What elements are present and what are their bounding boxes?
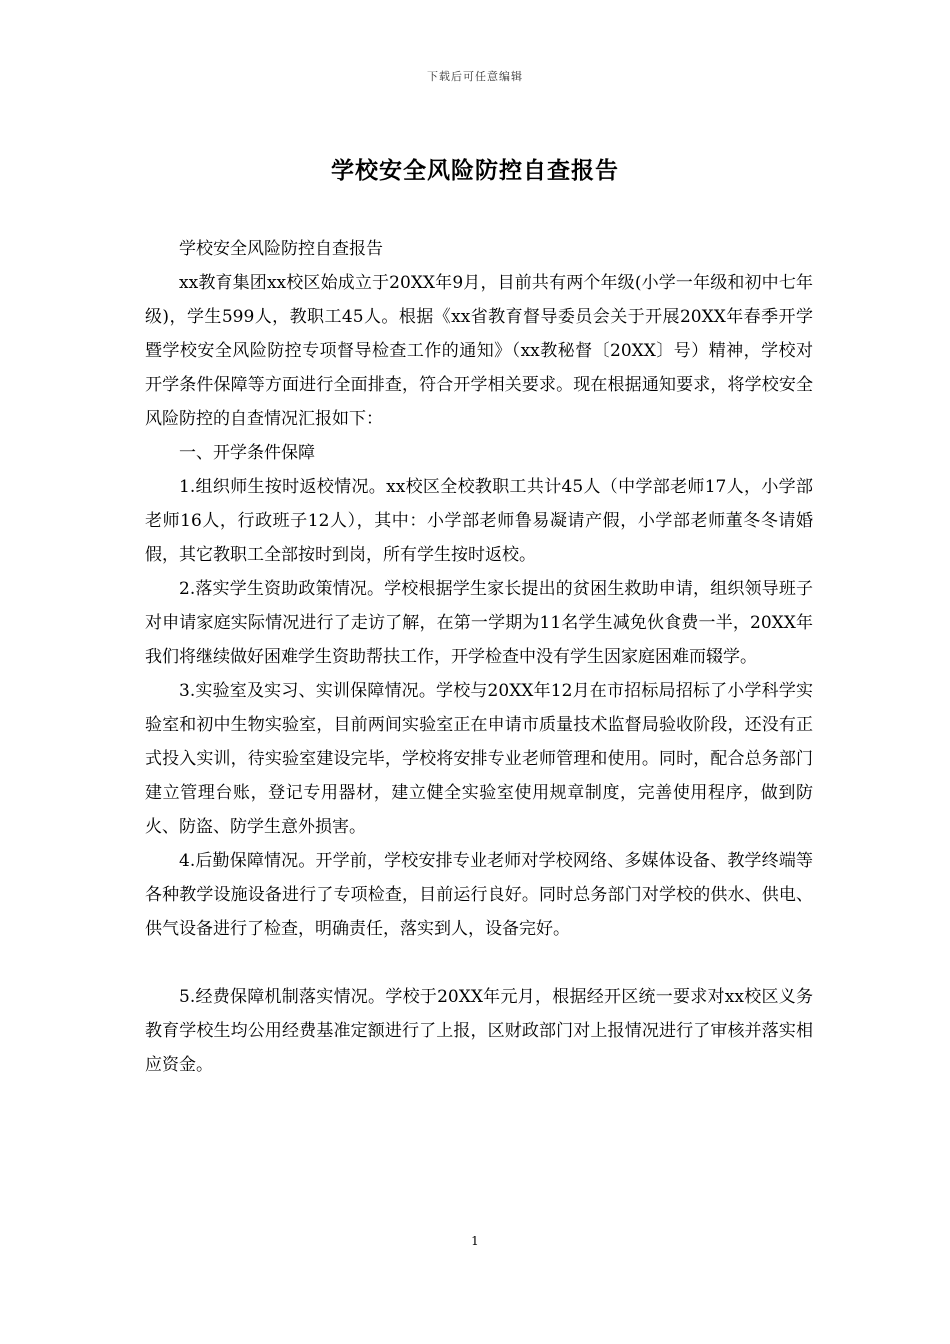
body-subtitle: 学校安全风险防控自查报告	[179, 239, 383, 259]
intro-paragraph: xx教育集团xx校区始成立于20XX年9月，目前共有两个年级(小学一年级和初中七年级)，学生599人，教职工45人。根据《xx省教育督导委员会关于开展20XX年春季开学暨学校安全风险防控专项督导检查工作的通知》（xx教秘督〔20XX〕号）精神，学校对开学条件保障等方面进行全面排查，符合开学相关要求。现在根据通知要求，将学校安全风险防控的自查情况汇报如下：	[145, 273, 813, 429]
paragraph-item-4: 4.后勤保障情况。开学前，学校安排专业老师对学校网络、多媒体设备、教学终端等各种教学设施设备进行了专项检查，目前运行良好。同时总务部门对学校的供水、供电、供气设备进行了检查，明确责任，落实到人，设备完好。	[145, 851, 813, 939]
paragraph-item-2: 2.落实学生资助政策情况。学校根据学生家长提出的贫困生救助申请，组织领导班子对申请家庭实际情况进行了走访了解，在第一学期为11名学生减免伙食费一半，20XX年我们将继续做好困难学生资助帮扶工作，开学检查中没有学生因家庭困难而辍学。	[145, 579, 813, 667]
paragraph-item-1: 1.组织师生按时返校情况。xx校区全校教职工共计45人（中学部老师17人，小学部老师16人，行政班子12人），其中：小学部老师鲁易凝请产假，小学部老师董冬冬请婚假，其它教职工全部按时到岗，所有学生按时返校。	[145, 477, 813, 565]
header-note: 下载后可任意编辑	[427, 70, 523, 83]
section-heading: 一、开学条件保障	[179, 443, 315, 463]
page-number: 1	[471, 1234, 479, 1248]
paragraph-item-3: 3.实验室及实习、实训保障情况。学校与20XX年12月在市招标局招标了小学科学实验室和初中生物实验室，目前两间实验室正在申请市质量技术监督局验收阶段，还没有正式投入实训，待实验室建设完毕，学校将安排专业老师管理和使用。同时，配合总务部门建立管理台账，登记专用器材，建立健全实验室使用规章制度，完善使用程序，做到防火、防盗、防学生意外损害。	[145, 681, 813, 837]
paragraph-item-5: 5.经费保障机制落实情况。学校于20XX年元月，根据经开区统一要求对xx校区义务教育学校生均公用经费基准定额进行了上报，区财政部门对上报情况进行了审核并落实相应资金。	[145, 987, 813, 1075]
document-title: 学校安全风险防控自查报告	[331, 157, 619, 184]
document-body	[145, 232, 813, 1082]
